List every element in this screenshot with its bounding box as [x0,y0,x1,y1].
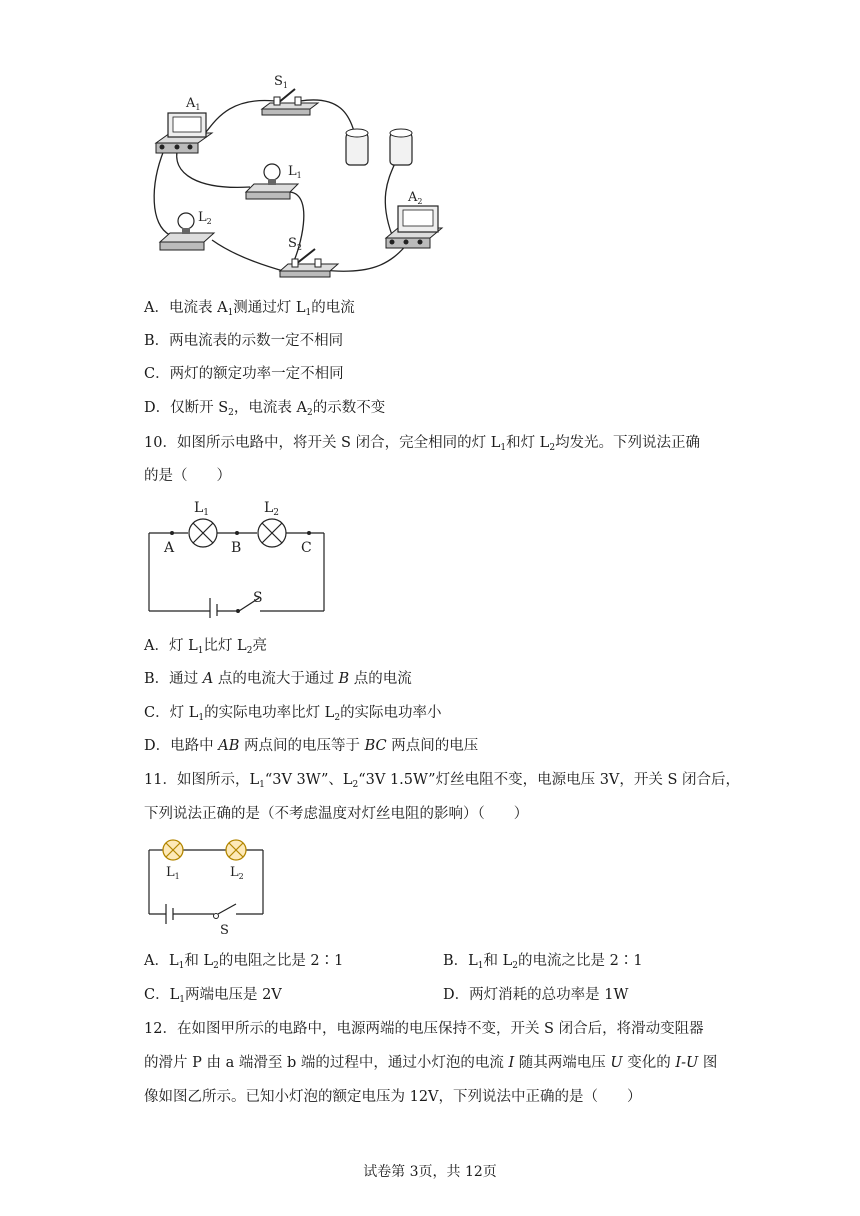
label-a2: $A_2$ [408,190,423,206]
q10-stem-line1: 10．如图所示电路中，将开关 S 闭合，完全相同的灯 $L_1$和灯 $L_2$均发光。下列说法正确 [144,435,701,453]
q9-option-b: B．两电流表的示数一定不相同 [144,333,344,349]
q10-option-c: C．灯 $L_1$的实际电功率比灯 $L_2$的实际电功率小 [144,705,442,723]
label-a1: $A_1$ [186,96,201,112]
label-l1: $L_1$ [166,865,180,881]
q11-option-b: B．$L_1$和 $L_2$的电流之比是 2∶1 [443,953,643,971]
label-l1: $L_1$ [194,500,210,518]
q11-option-a: A．$L_1$和 $L_2$的电阻之比是 2∶1 [144,953,344,971]
lamp-l2-icon [226,840,246,860]
page-footer: 试卷第 3页，共 12页 [363,1164,497,1180]
label-l2: $L_2$ [230,865,244,881]
q11-option-d: D．两灯消耗的总功率是 1W [443,987,629,1003]
label-s1: $S_1$ [274,75,288,90]
q10-option-d: D．电路中 AB 两点间的电压等于 BC 两点间的电压 [144,738,479,754]
label-b: B [231,540,242,556]
q10-stem-line2: 的是（ ） [144,468,231,484]
q11-option-c: C．$L_1$两端电压是 2V [144,987,282,1005]
q11-stem-line1: 11．如图所示，$L_1“3V$ 3W”、$L_2“3V$ 1.5W”灯丝电阻不变，电源电压 3V，开关 S 闭合后， [144,772,741,790]
q9-option-c: C．两灯的额定功率一定不相同 [144,366,344,382]
ammeter-a2-icon [386,206,442,248]
switch-s1-icon [262,89,318,115]
battery-icon [346,129,412,165]
switch-s2-icon [280,249,338,277]
label-s: S [220,923,229,938]
q10-option-a: A．灯 $L_1$比灯 $L_2$亮 [144,638,267,656]
label-l2: $L_2$ [264,500,280,518]
q10-option-b: B．通过 A 点的电流大于通过 B 点的电流 [144,671,412,687]
q9-option-a: A．电流表 $A_1$测通过灯 $L_1$的电流 [144,300,355,318]
label-l2: $L_2$ [198,210,212,226]
q12-stem-line1: 12．在如图甲所示的电路中，电源两端的电压保持不变，开关 S 闭合后，将滑动变阻器 [144,1021,704,1037]
label-s: S [253,590,263,606]
q11-circuit-figure [144,838,274,938]
q10-circuit-figure [144,498,334,618]
lamp-l1-icon [163,840,183,860]
q9-option-d: D．仅断开 $S_2$，电流表 $A_2$的示数不变 [144,400,386,418]
ammeter-a1-icon [156,113,212,153]
label-l1: $L_1$ [288,164,302,180]
label-c: C [301,540,312,556]
q9-circuit-figure [140,75,480,280]
q12-stem-line3: 像如图乙所示。已知小灯泡的额定电压为 12V，下列说法中正确的是（ ） [144,1089,642,1105]
label-s2: $S_2$ [288,236,302,252]
q11-stem-line2: 下列说法正确的是（不考虑温度对灯丝电阻的影响）（ ） [144,806,529,822]
label-a: A [164,540,175,556]
q12-stem-line2: 的滑片 P 由 a 端滑至 b 端的过程中，通过小灯泡的电流 I 随其两端电压 U 变化的 I-U 图 [144,1055,718,1071]
